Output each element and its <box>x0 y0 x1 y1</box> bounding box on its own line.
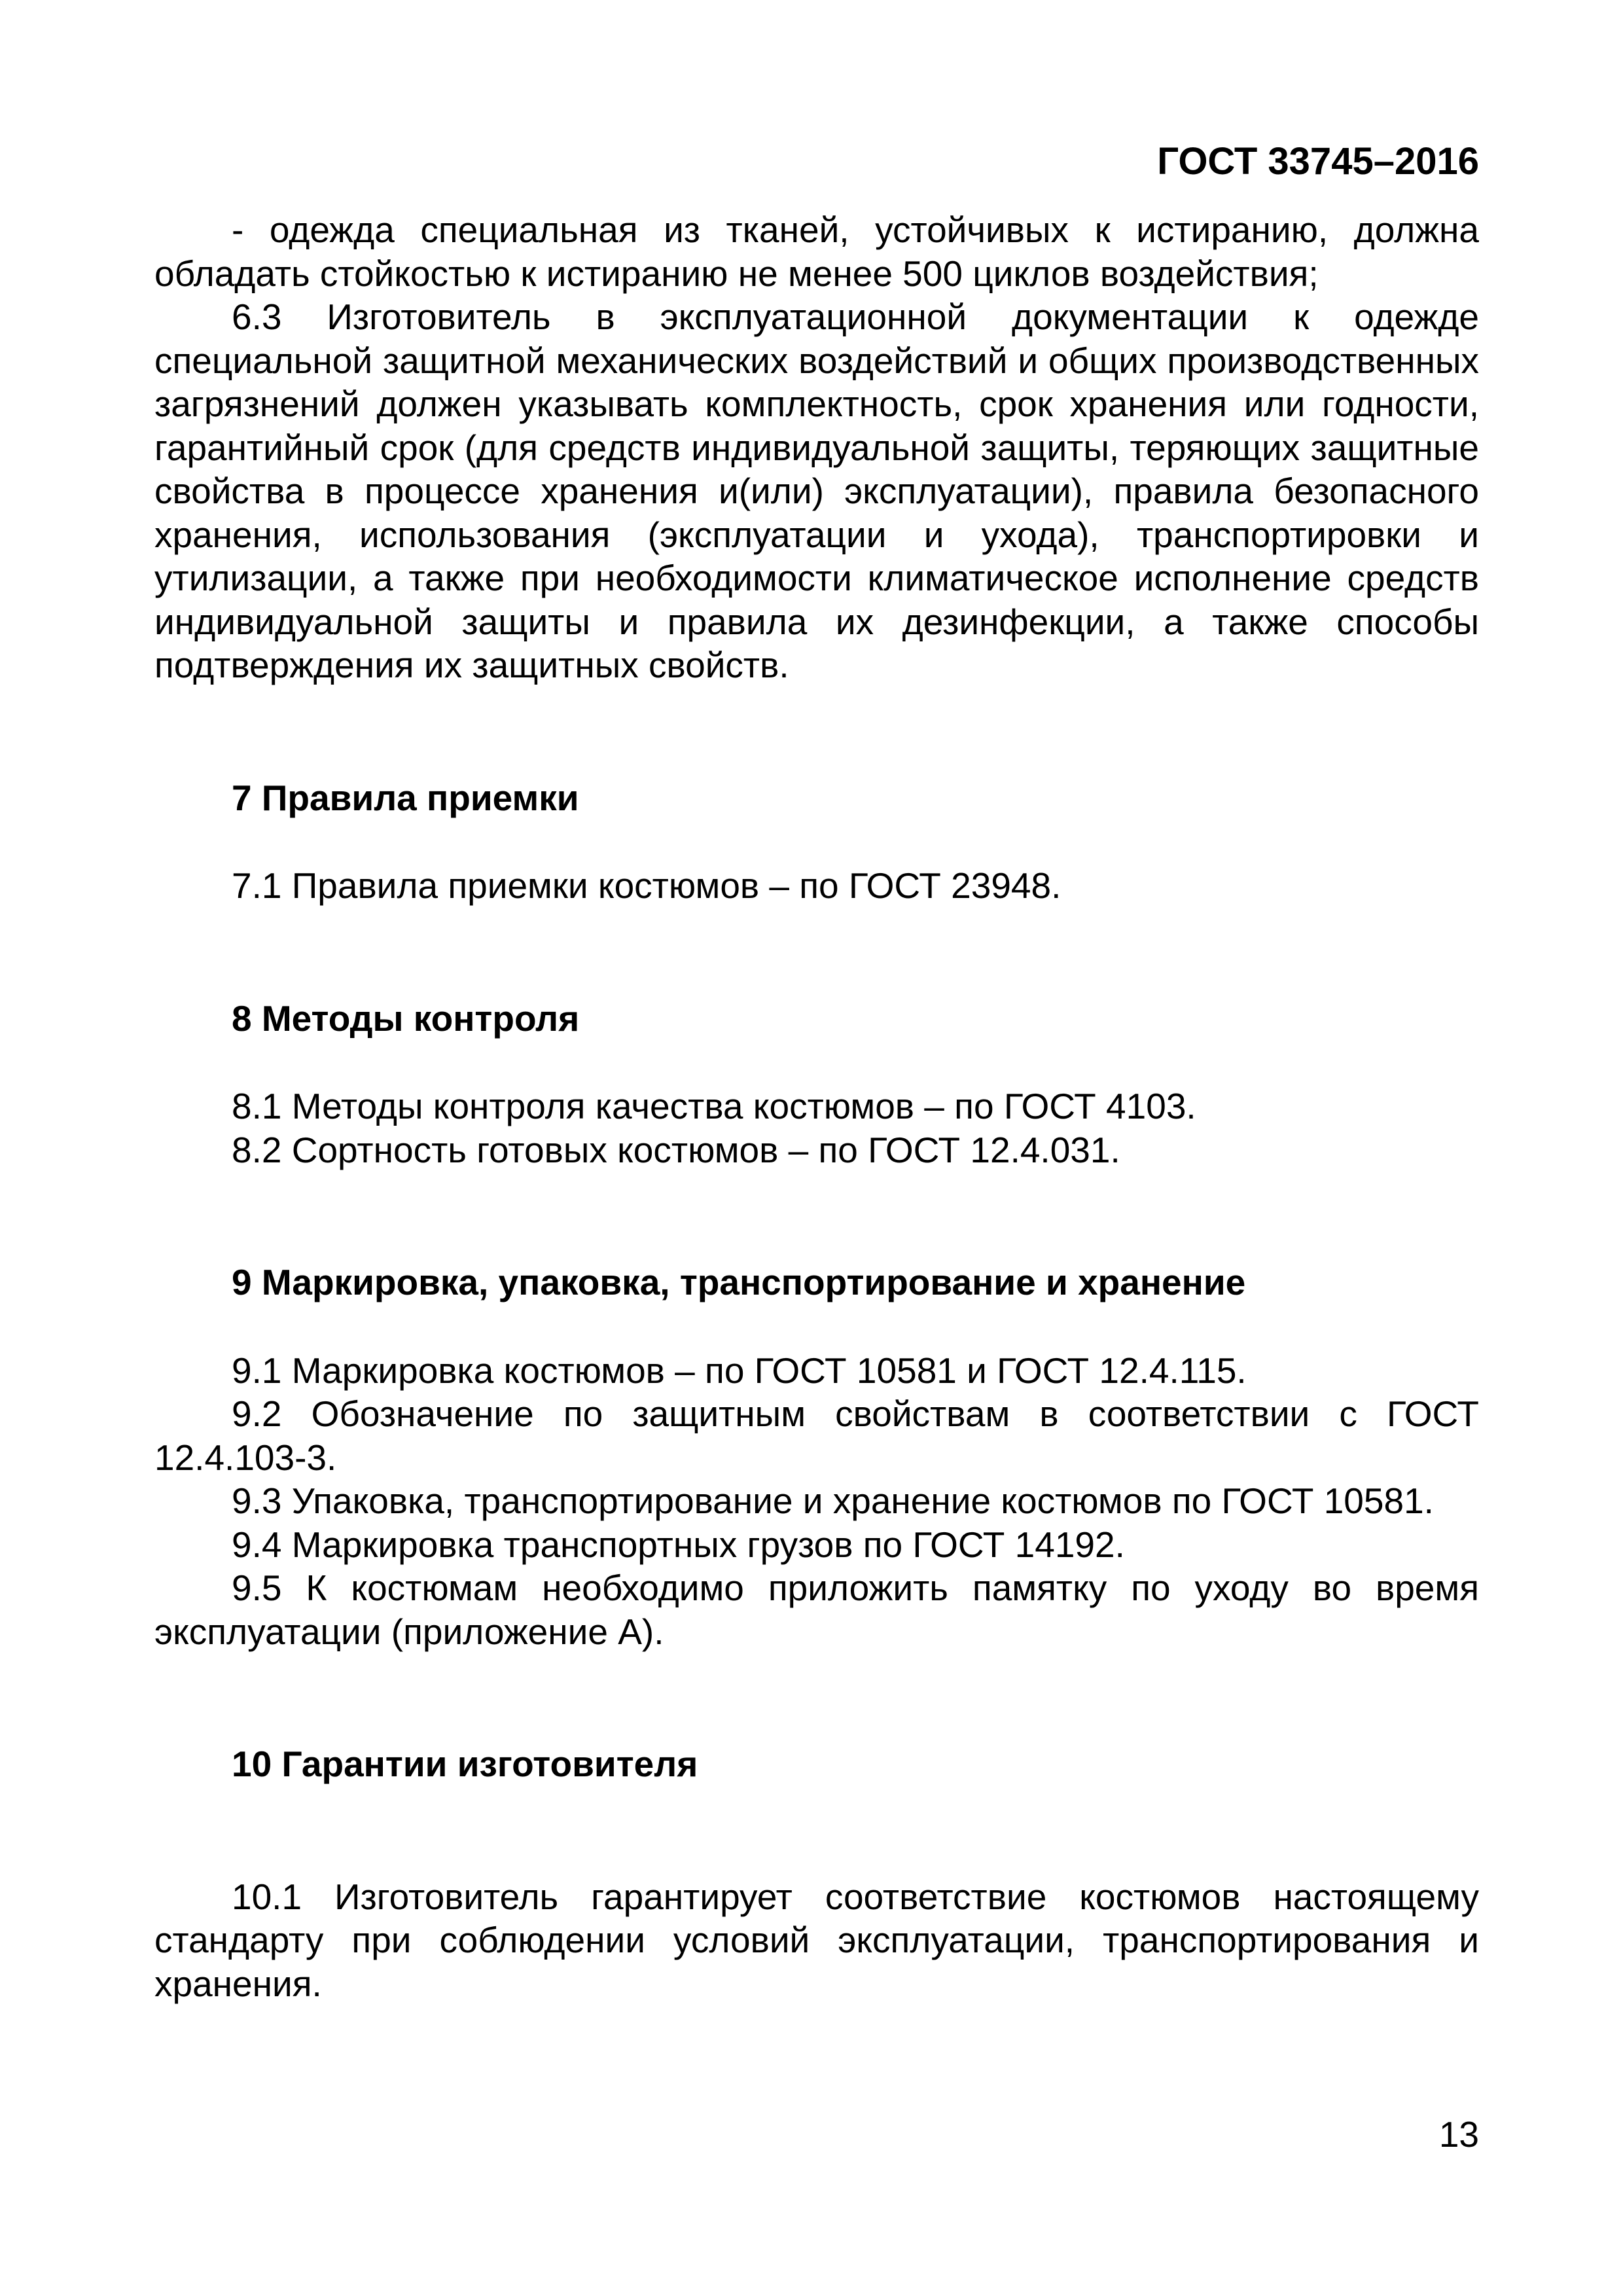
spacer <box>154 1304 1479 1349</box>
section-8-heading: 8 Методы контроля <box>232 997 580 1039</box>
document-body <box>154 208 1479 2005</box>
paragraph-6-3: 6.3 Изготовитель в эксплуатационной документации к одежде специальной защитной механических воздействий и общих производственных загрязнений должен указывать комплектность, срок хранения или годности, гарантийный срок (для средств индивидуальной защиты, теряющих защитные свойства в процессе хранения и(или) эксплуатации), правила безопасного хранения, использования (эксплуатации и ухода), транспортировки и утилизации, а также при необходимости климатическое исполнение средств индивидуальной защиты и правила их дезинфекции, а также способы подтверждения их защитных свойств. <box>154 296 1479 685</box>
section-10-heading: 10 Гарантии изготовителя <box>232 1744 698 1784</box>
paragraph-8-2: 8.2 Сортность готовых костюмов – по ГОСТ 12.4.031. <box>232 1129 1120 1170</box>
paragraph-9-3: 9.3 Упаковка, транспортирование и хранение костюмов по ГОСТ 10581. <box>232 1480 1434 1521</box>
paragraph-9-5: 9.5 К костюмам необходимо приложить памятку по уходу во время эксплуатации (приложение А). <box>154 1568 1479 1652</box>
standard-code-header: ГОСТ 33745–2016 <box>1157 140 1479 183</box>
section-7-heading: 7 Правила приемки <box>232 777 579 818</box>
paragraph-9-4: 9.4 Маркировка транспортных грузов по ГОСТ 14192. <box>232 1524 1125 1565</box>
paragraph-9-1: 9.1 Маркировка костюмов – по ГОСТ 10581 и ГОСТ 12.4.115. <box>232 1350 1247 1391</box>
spacer <box>154 819 1479 864</box>
spacer <box>154 1786 1479 1875</box>
page-number: 13 <box>1438 2114 1479 2155</box>
paragraph-7-1: 7.1 Правила приемки костюмов – по ГОСТ 23948. <box>232 865 1061 906</box>
spacer <box>154 1172 1479 1261</box>
spacer <box>154 687 1479 776</box>
spacer <box>154 1040 1479 1085</box>
paragraph-9-2: 9.2 Обозначение по защитным свойствам в соответствии с ГОСТ 12.4.103-3. <box>154 1393 1479 1478</box>
spacer <box>154 1653 1479 1742</box>
paragraph-10-1: 10.1 Изготовитель гарантирует соответствие костюмов настоящему стандарту при соблюдении условий эксплуатации, транспортирования и хранения. <box>154 1876 1479 2004</box>
section-9-heading: 9 Маркировка, упаковка, транспортирование и хранение <box>232 1262 1246 1302</box>
spacer <box>154 908 1479 997</box>
paragraph-abrasion: - одежда специальная из тканей, устойчивых к истиранию, должна обладать стойкостью к истиранию не менее 500 циклов воздействия; <box>154 209 1479 294</box>
paragraph-8-1: 8.1 Методы контроля качества костюмов – по ГОСТ 4103. <box>232 1086 1196 1126</box>
